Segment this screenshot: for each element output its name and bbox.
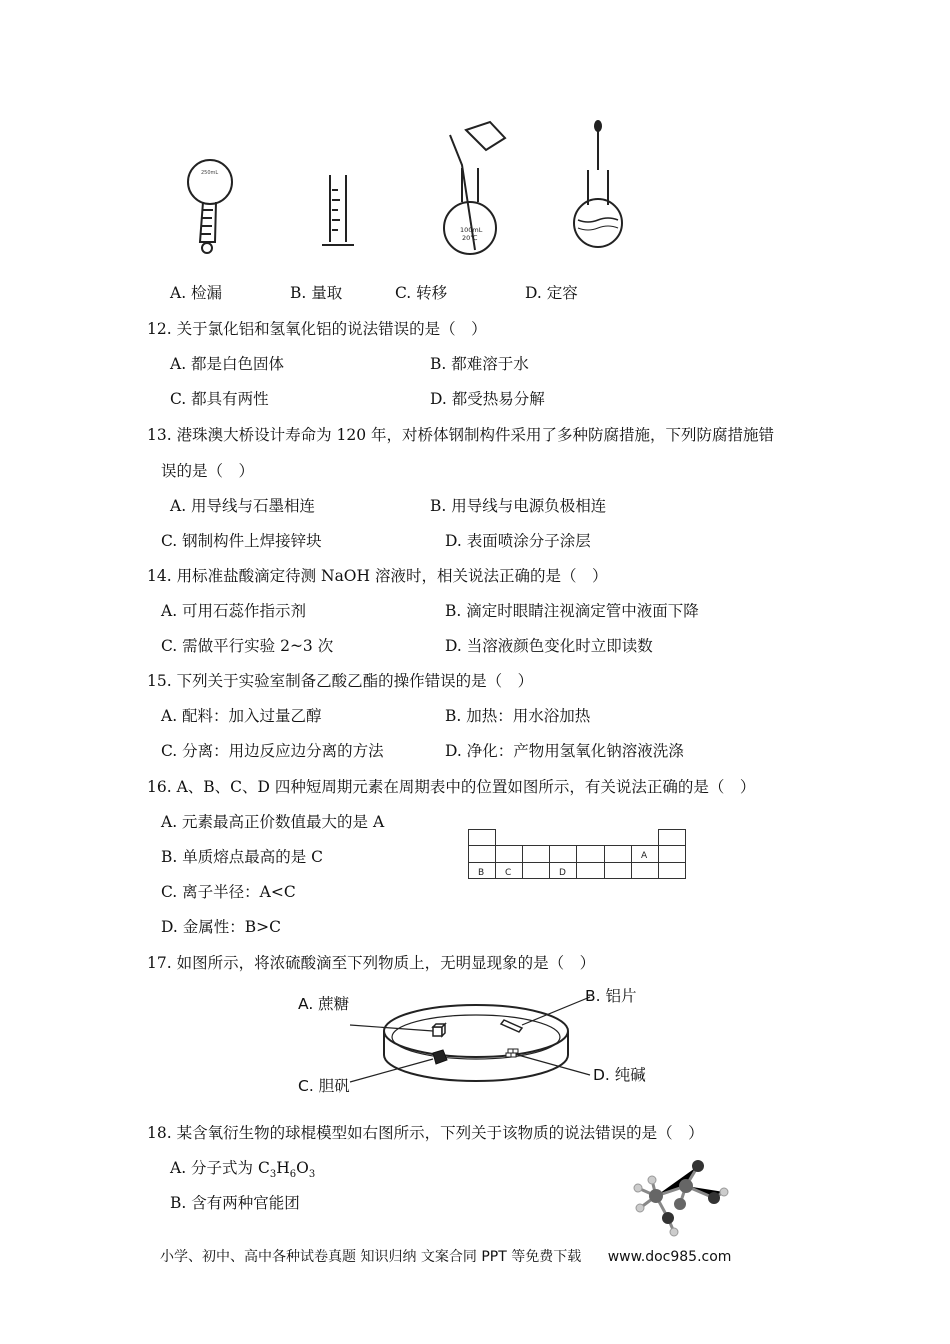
q11-option-b[interactable]: B. 量取: [290, 284, 343, 302]
graduated-cylinder-image: [322, 175, 354, 245]
q13-stem-line2: 误的是（ ）: [161, 462, 255, 480]
q12-option-c[interactable]: C. 都具有两性: [170, 390, 269, 408]
q17-label-d[interactable]: D. 纯碱: [593, 1066, 646, 1084]
dropper-volume-image: [574, 121, 622, 247]
q18-sub-2: 6: [289, 1169, 297, 1181]
carbon-atom-1: [679, 1179, 693, 1193]
carbon-atom-2: [649, 1189, 663, 1203]
q15-option-b[interactable]: B. 加热：用水浴加热: [445, 707, 591, 725]
hydrogen-atom-5: [670, 1228, 678, 1236]
q15-option-c[interactable]: C. 分离：用边反应边分离的方法: [161, 742, 384, 760]
q18-stem: 18. 某含氧衍生物的球棍模型如右图所示，下列关于该物质的说法错误的是（ ）: [147, 1124, 704, 1142]
q17-stem: 17. 如图所示，将浓硫酸滴至下列物质上，无明显现象的是（ ）: [147, 954, 596, 972]
soda-ash-pile: [506, 1049, 518, 1057]
hydrogen-atom-3: [636, 1204, 644, 1212]
q12-option-a[interactable]: A. 都是白色固体: [170, 355, 285, 373]
q14-option-c[interactable]: C. 需做平行实验 2~3 次: [161, 637, 334, 655]
oxygen-atom-1: [692, 1160, 704, 1172]
q13-option-a[interactable]: A. 用导线与石墨相连: [170, 497, 316, 515]
q14-option-a[interactable]: A. 可用石蕊作指示剂: [161, 602, 307, 620]
q15-stem: 15. 下列关于实验室制备乙酸乙酯的操作错误的是（ ）: [147, 672, 534, 690]
hydrogen-atom-2: [634, 1184, 642, 1192]
q14-stem: 14. 用标准盐酸滴定待测 NaOH 溶液时，相关说法正确的是（ ）: [147, 567, 608, 585]
table-cell-c: C: [505, 868, 512, 878]
table-cell-d: D: [559, 868, 566, 878]
q16-option-a[interactable]: A. 元素最高正价数值最大的是 A: [161, 813, 385, 831]
pour-transfer-label-2: 20℃: [462, 234, 478, 242]
q12-stem: 12. 关于氯化铝和氢氧化铝的说法错误的是（ ）: [147, 320, 487, 338]
oxygen-atom-3: [662, 1212, 674, 1224]
q16-stem: 16. A、B、C、D 四种短周期元素在周期表中的位置如图所示，有关说法正确的是（ ）: [147, 778, 756, 796]
q18-sub-1: 3: [269, 1169, 277, 1181]
q13-stem-line1: 13. 港珠澳大桥设计寿命为 120 年，对桥体钢制构件采用了多种防腐措施，下列防腐措施错: [147, 426, 775, 444]
q13-option-d[interactable]: D. 表面喷涂分子涂层: [445, 532, 591, 550]
q18-option-a-prefix: A. 分子式为 C: [170, 1159, 270, 1177]
q15-option-a[interactable]: A. 配料：加入过量乙醇: [161, 707, 322, 725]
periodic-table-fragment: [468, 829, 688, 881]
carbon-atom-3: [674, 1198, 686, 1210]
q16-option-c[interactable]: C. 离子半径：A<C: [161, 883, 296, 901]
blue-vitriol-crystal: [433, 1050, 447, 1064]
q17-label-b[interactable]: B. 铝片: [585, 987, 637, 1005]
page-footer: [160, 1246, 731, 1266]
q17-label-c[interactable]: C. 胆矾: [298, 1077, 350, 1095]
q18-sub-3: 3: [308, 1169, 316, 1181]
q11-option-a[interactable]: A. 检漏: [170, 284, 223, 302]
hydrogen-atom-4: [648, 1176, 656, 1184]
footer-url[interactable]: www.doc985.com: [607, 1249, 732, 1265]
q16-option-d[interactable]: D. 金属性：B>C: [161, 918, 281, 936]
q14-option-d[interactable]: D. 当溶液颜色变化时立即读数: [445, 637, 653, 655]
ball-stick-model: [628, 1160, 738, 1240]
q16-option-b[interactable]: B. 单质熔点最高的是 C: [161, 848, 324, 866]
sucrose-cube: [433, 1024, 445, 1036]
q18-option-a[interactable]: [170, 1161, 315, 1180]
q15-option-d[interactable]: D. 净化：产物用氢氧化钠溶液洗涤: [445, 742, 684, 760]
q11-option-c[interactable]: C. 转移: [395, 284, 448, 302]
table-cell-b: B: [478, 868, 485, 878]
q12-option-d[interactable]: D. 都受热易分解: [430, 390, 545, 408]
q14-option-b[interactable]: B. 滴定时眼睛注视滴定管中液面下降: [445, 602, 699, 620]
q11-apparatus-figures: [170, 110, 630, 260]
aluminum-sheet: [501, 1020, 522, 1032]
q11-option-d[interactable]: D. 定容: [525, 284, 578, 302]
pour-transfer-label-1: 100mL: [460, 226, 483, 234]
q18-mid-h: H: [276, 1159, 290, 1177]
q12-option-b[interactable]: B. 都难溶于水: [430, 355, 529, 373]
q18-option-b[interactable]: B. 含有两种官能团: [170, 1194, 300, 1212]
q18-mid-o: O: [296, 1159, 309, 1177]
q17-label-a[interactable]: A. 蔗糖: [298, 995, 350, 1013]
table-cell-a: A: [641, 851, 648, 861]
q13-option-c[interactable]: C. 钢制构件上焊接锌块: [161, 532, 322, 550]
hydrogen-atom-1: [720, 1188, 728, 1196]
flask-leak-test-label: 250mL: [201, 170, 219, 176]
q13-option-b[interactable]: B. 用导线与电源负极相连: [430, 497, 607, 515]
oxygen-atom-2: [708, 1192, 720, 1204]
footer-text: 小学、初中、高中各种试卷真题 知识归纳 文案合同 PPT 等免费下载: [160, 1249, 582, 1265]
